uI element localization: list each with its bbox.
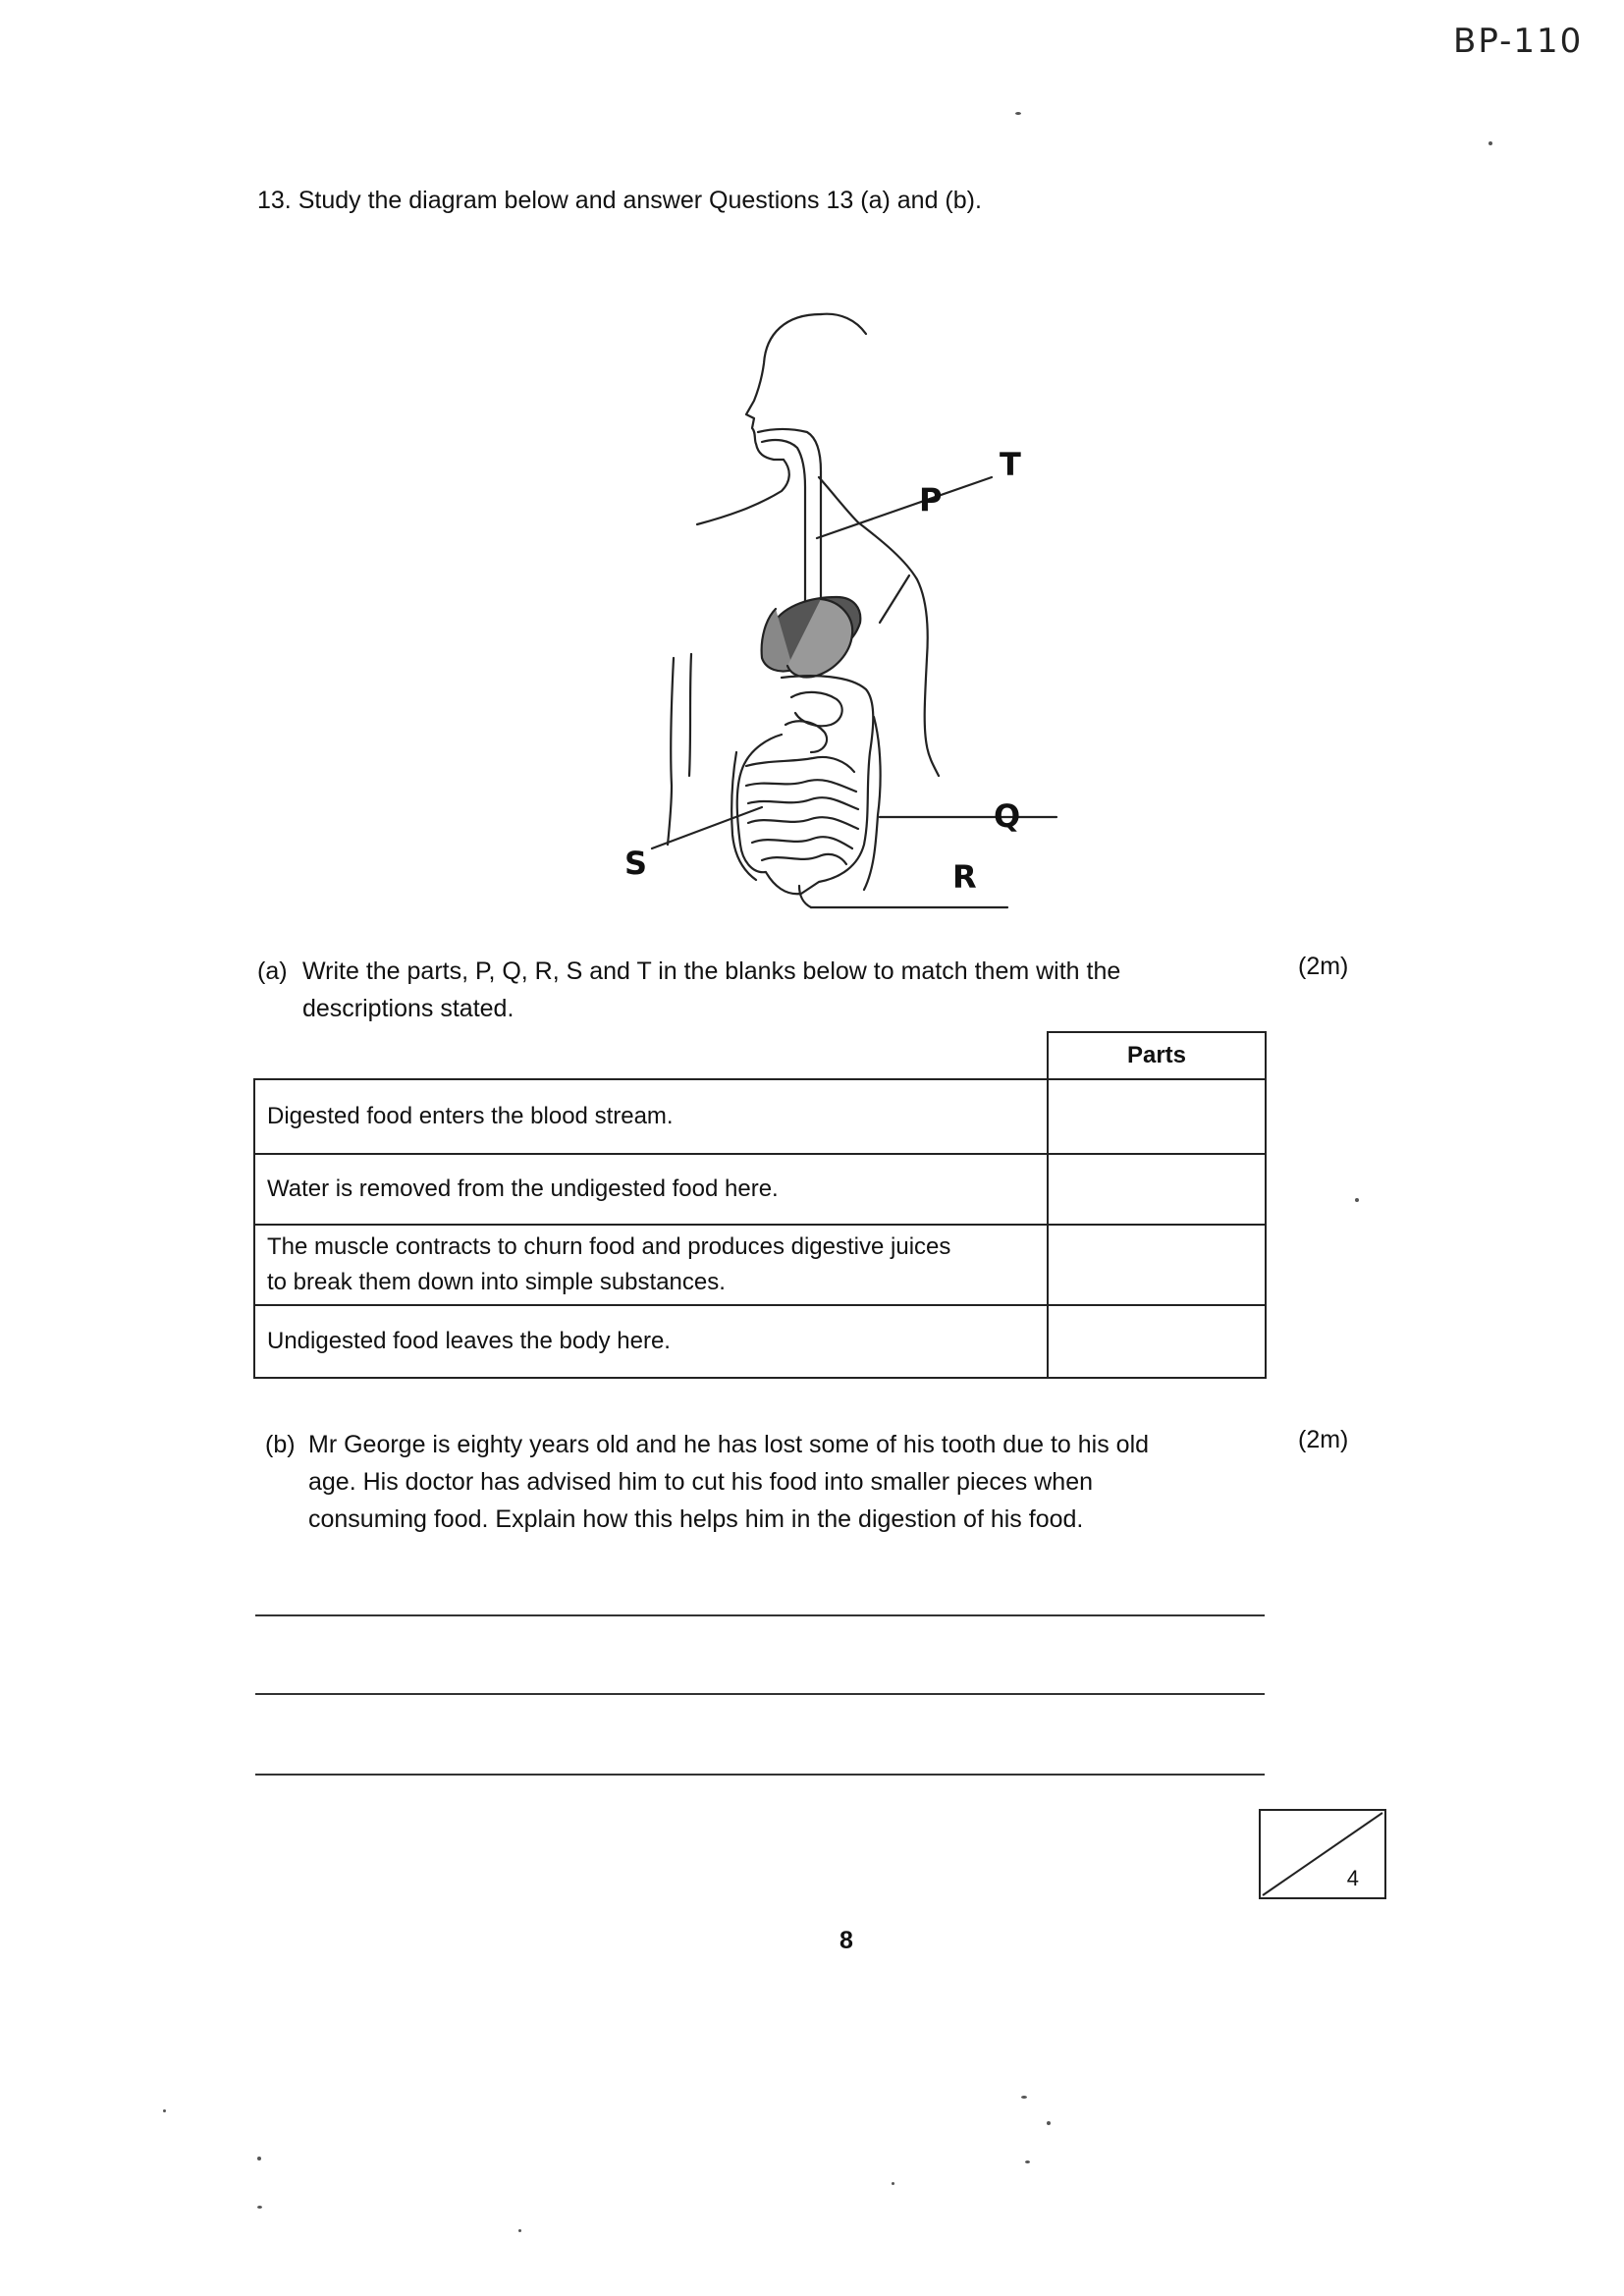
- table-row: [254, 1225, 1266, 1305]
- table-row: [254, 1305, 1266, 1378]
- question-13a-text-line2: descriptions stated.: [302, 995, 514, 1022]
- answer-line[interactable]: [255, 1693, 1265, 1695]
- table-description: [254, 1225, 1048, 1305]
- answer-line[interactable]: [255, 1774, 1265, 1776]
- scan-speck: [1355, 1198, 1359, 1202]
- question-13a-text-line1: Write the parts, P, Q, R, S and T in the blanks below to match them with the: [302, 957, 1121, 985]
- table-answer-blank[interactable]: [1048, 1225, 1266, 1305]
- table-description: Digested food enters the blood stream.: [254, 1079, 1048, 1154]
- question-13a: [257, 953, 1219, 1027]
- table-header-blank: [254, 1032, 1048, 1079]
- scan-speck: [892, 2182, 894, 2185]
- diagram-label-r: R: [952, 858, 977, 896]
- table-header-row: [254, 1032, 1266, 1079]
- question-13b-line1: [265, 1426, 1257, 1463]
- scan-speck: [1021, 2096, 1027, 2099]
- question-13a-prefix: (a): [257, 957, 288, 985]
- page-number: 8: [839, 1927, 853, 1954]
- scan-speck: [257, 2206, 262, 2209]
- diagram-label-t: T: [1000, 446, 1021, 483]
- scan-speck: [163, 2109, 166, 2112]
- diagram-label-p: P: [919, 481, 943, 519]
- question-13b-text-line1: Mr George is eighty years old and he has lost some of his tooth due to his old: [308, 1431, 1150, 1458]
- question-13b: [265, 1426, 1257, 1538]
- question-13-intro: 13. Study the diagram below and answer Questions 13 (a) and (b).: [257, 187, 982, 214]
- scan-speck: [1025, 2160, 1030, 2163]
- table-row: [254, 1079, 1266, 1154]
- question-13a-line1: [257, 953, 1219, 990]
- table-answer-blank[interactable]: [1048, 1079, 1266, 1154]
- scan-speck: [1015, 112, 1021, 115]
- diagram-label-s: S: [624, 845, 648, 882]
- question-13b-prefix: (b): [265, 1431, 296, 1458]
- question-13b-text-line3: consuming food. Explain how this helps him in the digestion of his food.: [308, 1505, 1084, 1533]
- diagram-label-q: Q: [994, 797, 1021, 835]
- parts-matching-table: [253, 1031, 1267, 1379]
- table-description: Water is removed from the undigested food here.: [254, 1154, 1048, 1225]
- scan-speck: [1047, 2121, 1051, 2125]
- table-answer-blank[interactable]: [1048, 1154, 1266, 1225]
- table-answer-blank[interactable]: [1048, 1305, 1266, 1378]
- paper-code: BP-110: [1453, 22, 1584, 61]
- question-13a-marks: (2m): [1298, 953, 1349, 980]
- score-box: [1259, 1809, 1386, 1899]
- question-13b-marks: (2m): [1298, 1426, 1349, 1453]
- scan-speck: [518, 2229, 521, 2232]
- score-box-diagonal: [1261, 1811, 1384, 1897]
- table-header-parts: Parts: [1048, 1032, 1266, 1079]
- answer-line[interactable]: [255, 1614, 1265, 1616]
- scan-speck: [257, 2157, 261, 2160]
- question-13b-text-line2: age. His doctor has advised him to cut his food into smaller pieces when: [308, 1468, 1094, 1496]
- table-description-line1: The muscle contracts to churn food and produces digestive juices: [267, 1233, 951, 1260]
- table-description: Undigested food leaves the body here.: [254, 1305, 1048, 1378]
- table-description-line2: to break them down into simple substances.: [267, 1269, 726, 1295]
- digestive-system-drawing: [589, 285, 1060, 913]
- digestive-system-diagram: [589, 285, 1060, 913]
- scan-speck: [1489, 141, 1492, 145]
- table-row: [254, 1154, 1266, 1225]
- score-box-total: 4: [1346, 1866, 1359, 1890]
